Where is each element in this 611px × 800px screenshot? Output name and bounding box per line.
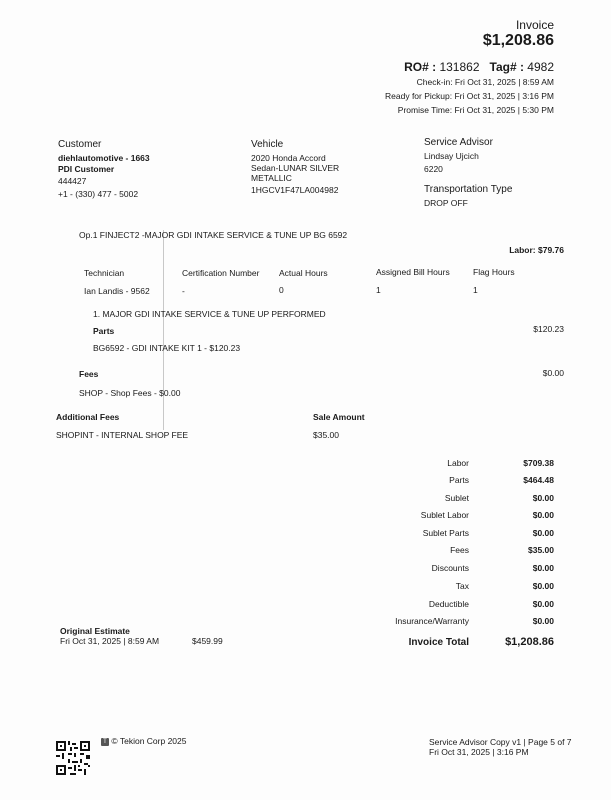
- additional-fees-heading: Additional Fees: [56, 412, 120, 422]
- original-estimate-date: Fri Oct 31, 2025 | 8:59 AM: [60, 636, 160, 646]
- col-technician: Technician: [84, 268, 125, 278]
- col-assigned-bill-hours: Assigned Bill Hours: [376, 267, 450, 277]
- total-value-parts: $464.48: [523, 475, 554, 485]
- total-value-deductible: $0.00: [532, 599, 554, 609]
- total-value-sublet-labor: $0.00: [532, 510, 554, 520]
- performed-line: 1. MAJOR GDI INTAKE SERVICE & TUNE UP PERFORMED: [93, 309, 326, 319]
- vehicle-line-1: 2020 Honda Accord: [251, 153, 326, 163]
- total-label-insurance: Insurance/Warranty: [395, 616, 469, 626]
- total-value-insurance: $0.00: [532, 616, 554, 626]
- col-actual-hours: Actual Hours: [279, 268, 328, 278]
- advisor-name: Lindsay Ujcich: [424, 151, 479, 161]
- row-flag-hours: 1: [473, 285, 478, 295]
- total-value-tax: $0.00: [532, 581, 554, 591]
- operation-labor: Labor: $79.76: [509, 245, 564, 255]
- total-label-labor: Labor: [447, 458, 469, 468]
- qr-code-icon: [56, 741, 90, 775]
- customer-heading: Customer: [58, 139, 102, 150]
- total-label-tax: Tax: [455, 581, 469, 591]
- copyright-text: © Tekion Corp 2025: [111, 736, 187, 746]
- printed-time: Fri Oct 31, 2025 | 3:16 PM: [429, 747, 529, 757]
- total-label-deductible: Deductible: [428, 599, 469, 609]
- sale-amount-heading: Sale Amount: [313, 412, 365, 422]
- vehicle-line-3: METALLIC: [251, 173, 292, 183]
- advisor-id: 6220: [424, 164, 443, 174]
- row-technician: Ian Landis - 9562: [84, 286, 150, 296]
- tekion-logo-icon: T: [101, 738, 109, 746]
- transportation-heading: Transportation Type: [424, 184, 513, 195]
- ro-number: 131862: [439, 60, 480, 74]
- transportation-value: DROP OFF: [424, 198, 468, 208]
- advisor-heading: Service Advisor: [424, 137, 493, 148]
- vehicle-vin: 1HGCV1F47LA004982: [251, 185, 339, 195]
- invoice-total-label: Invoice Total: [408, 637, 469, 648]
- total-label-sublet: Sublet: [444, 493, 469, 503]
- customer-id: 444427: [58, 176, 87, 186]
- tag-number: 4982: [527, 60, 554, 74]
- tag-label: Tag# :: [489, 60, 528, 74]
- vehicle-line-2: Sedan-LUNAR SILVER: [251, 163, 340, 173]
- original-estimate-amount: $459.99: [192, 636, 223, 646]
- total-value-labor: $709.38: [523, 458, 554, 468]
- customer-type: PDI Customer: [58, 164, 115, 174]
- col-flag-hours: Flag Hours: [473, 267, 515, 277]
- vehicle-heading: Vehicle: [251, 139, 284, 150]
- parts-amount: $120.23: [533, 324, 564, 334]
- additional-fee-item: SHOPINT - INTERNAL SHOP FEE: [56, 430, 189, 440]
- parts-line: BG6592 - GDI INTAKE KIT 1 - $120.23: [93, 343, 241, 353]
- invoice-total-value: $1,208.86: [505, 636, 554, 648]
- ro-label: RO# :: [404, 60, 440, 74]
- document-type: Invoice: [515, 18, 554, 32]
- check-in-time: Check-in: Fri Oct 31, 2025 | 8:59 AM: [416, 77, 554, 87]
- fees-amount: $0.00: [542, 368, 564, 378]
- additional-fee-amount: $35.00: [313, 430, 339, 440]
- parts-heading: Parts: [93, 326, 115, 336]
- copy-info: Service Advisor Copy v1 | Page 5 of 7: [429, 737, 572, 747]
- row-actual-hours: 0: [279, 285, 284, 295]
- scan-line: [163, 230, 164, 430]
- total-label-discounts: Discounts: [431, 563, 469, 573]
- customer-phone: +1 - (330) 477 - 5002: [58, 189, 139, 199]
- promise-time: Promise Time: Fri Oct 31, 2025 | 5:30 PM: [397, 105, 554, 115]
- fees-heading: Fees: [79, 369, 99, 379]
- total-label-sublet-parts: Sublet Parts: [422, 528, 469, 538]
- total-label-parts: Parts: [449, 475, 469, 485]
- total-value-fees: $35.00: [528, 545, 554, 555]
- operation-title: Op.1 FINJECT2 -MAJOR GDI INTAKE SERVICE & TUNE UP BG 6592: [79, 230, 348, 240]
- total-value-sublet-parts: $0.00: [532, 528, 554, 538]
- total-value-discounts: $0.00: [532, 563, 554, 573]
- invoice-total-header: $1,208.86: [482, 32, 554, 49]
- customer-name: diehlautomotive - 1663: [58, 153, 150, 163]
- total-label-sublet-labor: Sublet Labor: [420, 510, 469, 520]
- ready-for-pickup-time: Ready for Pickup: Fri Oct 31, 2025 | 3:16 PM: [385, 91, 554, 101]
- row-certification: -: [182, 286, 185, 296]
- original-estimate-heading: Original Estimate: [60, 626, 130, 636]
- copyright-line: [101, 736, 186, 746]
- row-assigned-bill-hours: 1: [376, 285, 381, 295]
- ro-tag-line: [404, 60, 554, 74]
- total-label-fees: Fees: [450, 545, 469, 555]
- col-certification: Certification Number: [182, 268, 260, 278]
- fees-line: SHOP - Shop Fees - $0.00: [79, 388, 181, 398]
- total-value-sublet: $0.00: [532, 493, 554, 503]
